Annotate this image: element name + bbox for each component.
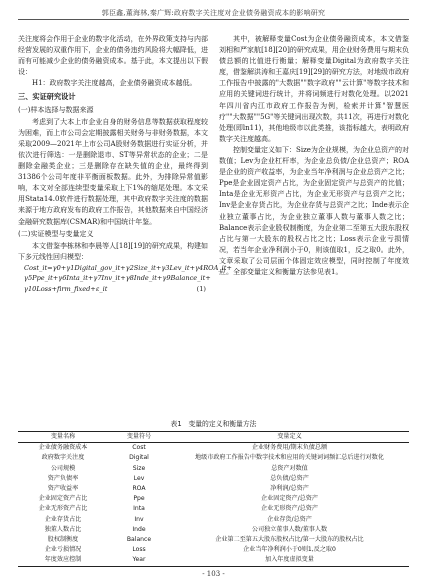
variable-definition-cell: 企业无形资产/总资产 <box>261 505 318 513</box>
table-header-row <box>18 432 409 443</box>
variable-name-cell: 企业存货占比 <box>44 515 82 523</box>
table-row <box>18 535 409 545</box>
variable-name-cell: 资产负债率 <box>47 474 79 482</box>
variable-name-cell: 企业固定资产占比 <box>38 495 88 503</box>
equation-number: (1) <box>196 284 206 293</box>
variable-name-cell: 公司规模 <box>50 464 76 472</box>
paragraph: 其中，被解释变量Cost为企业债务融资成本，本文借鉴刘相和严家航[18][20]的研究成果，用企业财务费用与期末负债总额的比值进行衡量；解释变量Digital为政府数字关注度，借鉴解洪涛和王嘉庆[19][29]的研究方法，对地级市政府工作报告中披露的"大数据""数字政府""云计算"等数字技术和应用的关键词进行统计，并将词频进行对数化处理。以2021年四川省内江市政府工作报告为例，检索并计算"智慧医疗""大数据""5G"等关键词出现次数，共11次，再进行对数化处理(即ln11)，其他地级市以此类推，该指标越大，表明政府数字关注度越高。 <box>219 35 409 143</box>
variable-definition-cell: 企业当年净利润小于0则1,反之取0 <box>243 546 336 554</box>
variable-symbol-cell: Inta <box>133 505 145 513</box>
table-row <box>18 555 409 566</box>
variable-symbol-cell: Inde <box>132 525 146 533</box>
variable-symbol-cell: Inv <box>134 515 144 523</box>
variable-name-cell: 政府数字关注度 <box>41 454 85 462</box>
variable-name-cell: 企业亏损情况 <box>44 546 82 554</box>
variable-name-cell: 企业债务融资成本 <box>38 444 88 452</box>
variable-definition-cell: 加入年度虚拟变量 <box>265 556 314 564</box>
variable-name-cell: 股权制衡度 <box>47 536 79 544</box>
variable-definition-cell: 地级市政府工作报告中数字技术和应用的关键词词频汇总后进行对数化 <box>195 454 384 462</box>
variable-symbol-cell: Balance <box>126 536 152 544</box>
table-row <box>18 443 409 454</box>
variable-name-cell: 企业无形资产占比 <box>38 505 88 513</box>
table-row <box>18 464 409 474</box>
table-row <box>18 474 409 484</box>
table-row <box>18 484 409 494</box>
paragraph: 本文借鉴李栋林和李晨等人[18][19]的研究成果，构建如下多元线性回归模型： <box>18 241 208 261</box>
paragraph: 关注度将会作用于企业的数字化活动，在外界政策支持与内部经营发展的双重作用下，企业的债务违约风险将大幅降低，进而有可能减少企业的债务融资成本。基于此，本文提出以下假设： <box>18 35 208 77</box>
variable-definition-cell: 净利润/总资产 <box>270 485 309 493</box>
subsection-heading: (一)样本选择与数据来源 <box>18 105 94 114</box>
variable-name-cell: 独董人数占比 <box>44 525 82 533</box>
variable-symbol-cell: ROA <box>132 485 146 493</box>
column-header: 变量定义 <box>277 433 302 440</box>
table-row <box>18 494 409 504</box>
equation-line: γ5Ppe_it+γ6Inta_it+γ7Inv_it+γ8Inde_it+γ9Balance_it+ <box>24 274 211 283</box>
variable-symbol-cell: Cost <box>132 444 146 452</box>
variable-definition-cell: 企业存货/总资产 <box>267 515 312 523</box>
paragraph: 考虑到了大本上市企业自身的财务信息等数据获取程度较为困难，而上市公司会定期披露相关财务与非财务数据，本文采取2009—2021年上市公司A股财务数据进行实证分析，并依次进行筛选：一是删除退市、ST等异常状态的企业；二是删除金融类企业；三是删除存在缺失值的企业，最终得到31386个公司年度非平衡面板数据。此外，为排除异常值影响，本文对全部连续型变量采取上下1%的缩尾处理。本文采用Stata14.0软件进行数据处理，其中政府数字关注度的数据来源于地方政府发布的政府工作报告，其他数据来自中国经济金融研究数据库(CSMAR)和中国统计年鉴。 <box>18 117 208 226</box>
variable-definition-cell: 总资产对数值 <box>271 464 308 472</box>
variable-definition-cell: 企业第二至第五大股东股权占比/第一大股东的股权占比 <box>215 536 364 544</box>
equation-line: γ10Loss+firm_fixed+ε_it <box>24 284 108 293</box>
variable-definition-cell: 企业财务费用/期末负债总额 <box>251 444 328 452</box>
hypothesis-h1: H1：政府数字关注度越高，企业债务融资成本越低。 <box>32 79 197 88</box>
variable-name-cell: 年度效应控制 <box>44 556 82 564</box>
section-heading: 三、实证研究设计 <box>18 92 76 102</box>
variable-definition-cell: 总负债/总资产 <box>270 474 309 482</box>
column-header: 变量名称 <box>50 433 76 440</box>
variable-definition-cell: 企业固定资产/总资产 <box>261 495 318 503</box>
variable-table <box>18 418 409 567</box>
running-header: 郭臣鑫,董海林,秦广辉:政府数字关注度对企业债务融资成本的影响研究 <box>101 9 326 17</box>
column-header: 变量符号 <box>126 433 152 440</box>
variable-symbol-cell: Size <box>132 464 146 472</box>
variable-symbol-cell: Lev <box>133 474 145 482</box>
table-title: 表1 变量的定义和衡量方法 <box>170 420 257 428</box>
variable-symbol-cell: Digital <box>129 454 149 462</box>
variable-symbol-cell: Year <box>132 556 146 564</box>
table-row <box>18 515 409 525</box>
definitions-table <box>18 431 409 567</box>
equation-line: Cost_it=γ0+γ1Digital_gov_it+γ2Size_it+γ3Lev_it+γ4ROA_it+ <box>24 263 232 272</box>
left-column <box>18 34 232 294</box>
variable-definition-cell: 公司独立董事人数/董事人数 <box>251 525 328 533</box>
regression-equation <box>18 263 232 295</box>
table-row <box>18 525 409 535</box>
page-number: - 103 - <box>202 570 225 578</box>
table-row <box>18 453 409 463</box>
header-rule <box>18 19 409 20</box>
table-row <box>18 504 409 514</box>
variable-symbol-cell: Ppe <box>133 495 145 503</box>
right-column <box>219 34 409 278</box>
table-row <box>18 545 409 555</box>
subsection-heading: (二)实证模型与变量定义 <box>18 229 94 238</box>
variable-name-cell: 资产收益率 <box>47 485 79 493</box>
variable-symbol-cell: Loss <box>132 546 146 554</box>
paragraph: 控制变量定义如下：Size为企业规模，为企业总资产的对数值；Lev为企业杠杆率，为企业总负债/企业总资产；ROA是企业的资产收益率，为企业当年净利润与企业总资产之比；Ppe是企业固定资产占比，为企业固定资产与总资产的比值；Inta是企业无形资产占比，为企业无形资产与总资产之比；Inv是企业存货占比，为企业存货与总资产之比；Inde表示企业独立董事占比，为企业独立董事人数与董事人数之比；Balance表示企业股权制衡度，为企业第二至第五大股东股权占比与第一大股东的股权占比之比；Loss表示企业亏损情况，若当年企业净利润小于0，则该值取1，反之取0。此外，文章采取了公司层面个体固定效应模型，同时控制了年度效应。全部变量定义和衡量方法参见表1。 <box>219 145 409 276</box>
